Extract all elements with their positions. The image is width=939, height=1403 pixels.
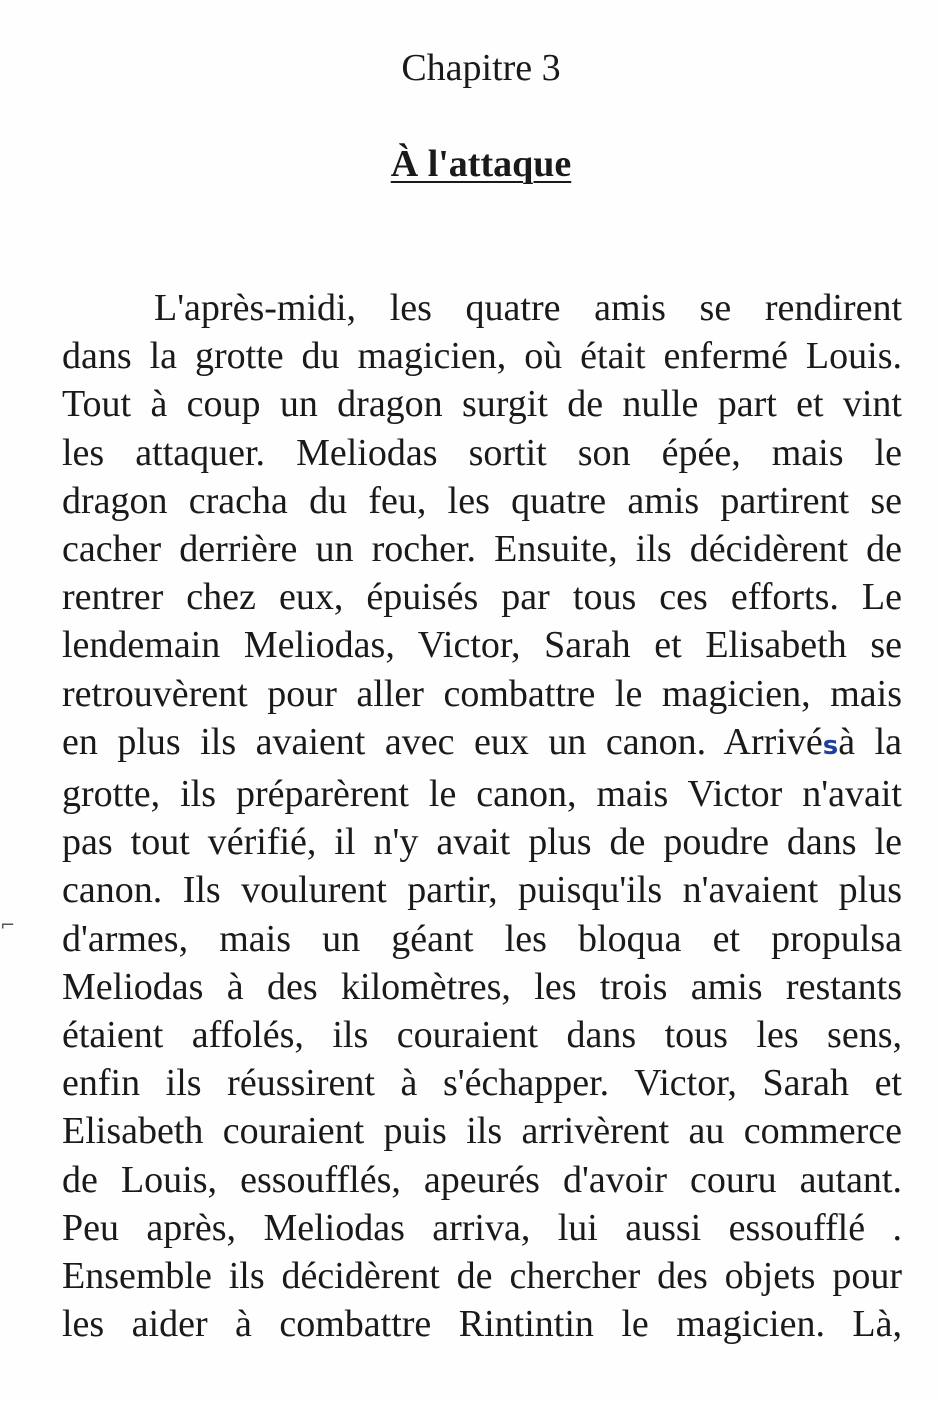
text-line-segment: à la bbox=[838, 720, 902, 763]
text-line: Meliodas à des kilomètres, les trois amis restants bbox=[62, 965, 902, 1008]
text-line: Elisabeth couraient puis ils arrivèrent au commerce bbox=[62, 1110, 902, 1153]
text-line: retrouvèrent pour aller combattre le magicien, mais bbox=[62, 672, 902, 715]
text-line: les aider à combattre Rintintin le magicien. Là, bbox=[62, 1303, 902, 1346]
text-line: dragon cracha du feu, les quatre amis partirent se bbox=[62, 479, 902, 522]
text-line: rentrer chez eux, épuisés par tous ces efforts. Le bbox=[62, 576, 902, 619]
text-line-segment: en plus ils avaient avec eux un canon. Arrivé bbox=[62, 720, 823, 763]
text-line: enfin ils réussirent à s'échapper. Victor, Sarah et bbox=[62, 1062, 902, 1105]
text-line-with-mark bbox=[62, 1204, 902, 1252]
text-line: d'armes, mais un géant les bloqua et propulsa bbox=[62, 917, 902, 960]
text-line: grotte, ils préparèrent le canon, mais Victor n'avait bbox=[62, 773, 902, 816]
text-line: dans la grotte du magicien, où était enfermé Louis. bbox=[62, 335, 902, 378]
chapter-label: Chapitre 3 bbox=[401, 47, 561, 89]
text-line: Tout à coup un dragon surgit de nulle part et vint bbox=[62, 383, 902, 426]
text-line: cacher derrière un rocher. Ensuite, ils décidèrent de bbox=[62, 528, 902, 571]
text-line: Ensemble ils décidèrent de chercher des objets pour bbox=[62, 1255, 902, 1298]
body-paragraph bbox=[62, 284, 902, 1348]
text-line: L'après-midi, les quatre amis se rendirent bbox=[154, 287, 902, 329]
text-line: les attaquer. Meliodas sortit son épée, mais le bbox=[62, 431, 902, 474]
text-line: canon. Ils voulurent partir, puisqu'ils n'avaient plus bbox=[62, 869, 902, 912]
text-line: de Louis, essoufflés, apeurés d'avoir couru autant. bbox=[62, 1158, 902, 1201]
text-line: étaient affolés, ils couraient dans tous les sens, bbox=[62, 1014, 902, 1057]
margin-pencil-mark: ⌐ bbox=[0, 915, 16, 936]
text-line-segment: Peu après, Meliodas arriva, lui aussi essoufflé bbox=[62, 1206, 866, 1249]
chapter-title: À l'attaque bbox=[390, 143, 572, 185]
handwritten-mark: . bbox=[892, 1206, 902, 1249]
text-line: pas tout vérifié, il n'y avait plus de poudre dans le bbox=[62, 821, 902, 864]
text-line-with-correction bbox=[62, 718, 902, 770]
handwritten-correction: s bbox=[822, 730, 839, 761]
text-line: lendemain Meliodas, Victor, Sarah et Elisabeth se bbox=[62, 624, 902, 667]
